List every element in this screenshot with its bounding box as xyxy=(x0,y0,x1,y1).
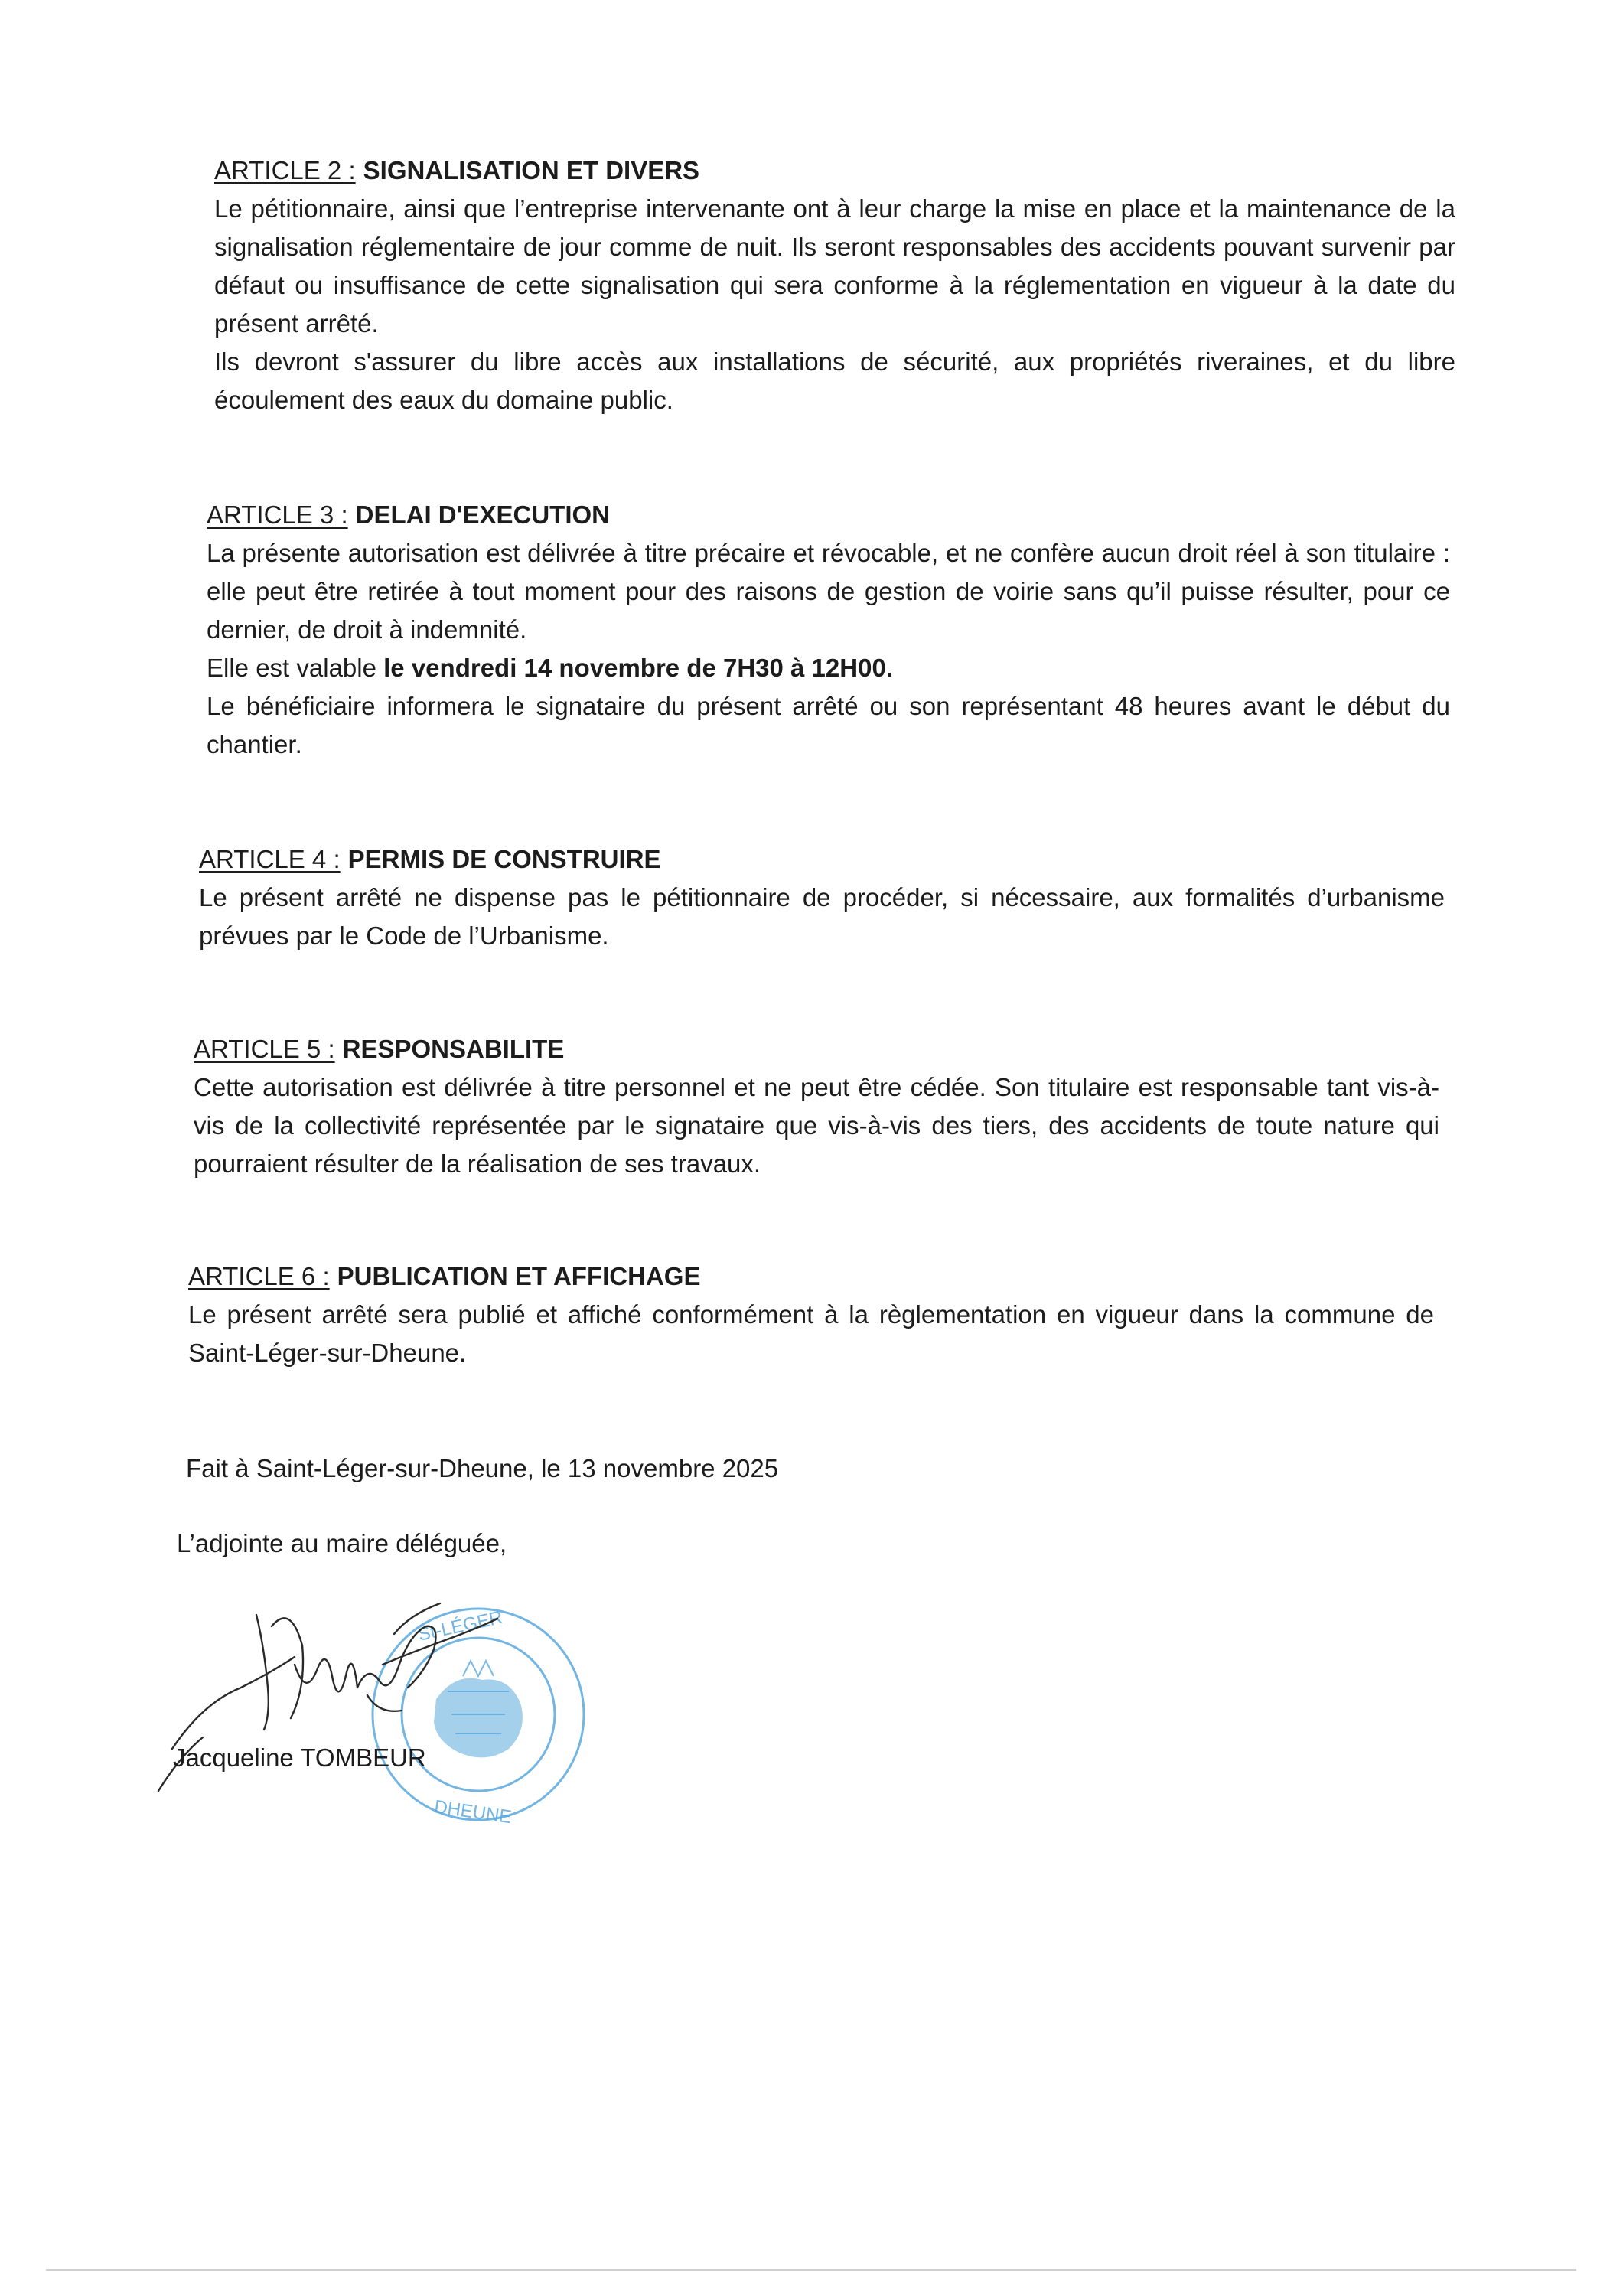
article-2-heading: SIGNALISATION ET DIVERS xyxy=(363,156,700,184)
article-5 xyxy=(194,1030,1439,1183)
article-3-title xyxy=(207,496,1450,534)
article-5-title xyxy=(194,1030,1439,1068)
svg-text:DHEUNE: DHEUNE xyxy=(432,1796,513,1828)
article-4-number: ARTICLE 4 : xyxy=(199,845,341,873)
article-4 xyxy=(199,840,1445,955)
article-6-heading: PUBLICATION ET AFFICHAGE xyxy=(337,1262,701,1290)
closing-role: L’adjointe au maire déléguée, xyxy=(177,1529,507,1557)
article-3-heading: DELAI D'EXECUTION xyxy=(355,501,611,529)
article-3-number: ARTICLE 3 : xyxy=(207,501,348,529)
article-3 xyxy=(207,496,1450,764)
article-3-validity-date: le vendredi 14 novembre de 7H30 à 12H00. xyxy=(383,654,893,682)
article-2-paragraph-1: Le pétitionnaire, ainsi que l’entreprise intervenante ont à leur charge la mise en place et la maintenance de la signalisation réglementaire de jour comme de nuit. Ils seront responsables des accidents pouvant survenir par défaut ou insuffisance de cette signalisation qui sera conforme à la réglementation en vigueur à la date du présent arrêté. xyxy=(214,194,1455,338)
signer-name: Jacqueline TOMBEUR xyxy=(173,1743,426,1772)
handwritten-signature xyxy=(149,1573,593,1848)
article-6-paragraph-1: Le présent arrêté sera publié et affiché conformément à la règlementation en vigueur dans la commune de Saint-Léger-sur-Dheune. xyxy=(188,1300,1434,1367)
article-2-paragraph-2: Ils devront s'assurer du libre accès aux installations de sécurité, aux propriétés riveraines, et du libre écoulement des eaux du domaine public. xyxy=(214,347,1455,414)
article-2-number: ARTICLE 2 : xyxy=(214,156,356,184)
article-4-heading: PERMIS DE CONSTRUIRE xyxy=(347,845,661,873)
page-bottom-edge xyxy=(46,2269,1576,2271)
article-2 xyxy=(214,152,1455,419)
closing-place-date: Fait à Saint-Léger-sur-Dheune, le 13 novembre 2025 xyxy=(186,1454,779,1482)
article-3-validity-prefix: Elle est valable xyxy=(207,654,384,682)
article-3-validity xyxy=(207,649,1450,687)
article-6-title xyxy=(188,1257,1434,1296)
article-4-title xyxy=(199,840,1445,879)
article-2-title xyxy=(214,152,1455,190)
article-5-heading: RESPONSABILITE xyxy=(342,1035,565,1063)
article-6 xyxy=(188,1257,1434,1372)
article-3-paragraph-1: La présente autorisation est délivrée à titre précaire et révocable, et ne confère aucun droit réel à son titulaire : elle peut être retirée à tout moment pour des raisons de gestion de voirie sans qu’il puisse résulter, pour ce dernier, de droit à indemnité. xyxy=(207,539,1450,644)
article-4-paragraph-1: Le présent arrêté ne dispense pas le pétitionnaire de procéder, si nécessaire, aux formalités d’urbanisme prévues par le Code de l’Urbanisme. xyxy=(199,883,1445,950)
article-5-paragraph-1: Cette autorisation est délivrée à titre personnel et ne peut être cédée. Son titulaire est responsable tant vis-à-vis de la collectivité représentée par le signataire que vis-à-vis des tiers, des accidents de toute nature qui pourraient résulter de la réalisation de ses travaux. xyxy=(194,1073,1439,1178)
svg-text:St-LÉGER: St-LÉGER xyxy=(416,1607,505,1645)
article-3-paragraph-2: Le bénéficiaire informera le signataire du présent arrêté ou son représentant 48 heures avant le début du chantier. xyxy=(207,692,1450,758)
article-6-number: ARTICLE 6 : xyxy=(188,1262,330,1290)
article-5-number: ARTICLE 5 : xyxy=(194,1035,335,1063)
